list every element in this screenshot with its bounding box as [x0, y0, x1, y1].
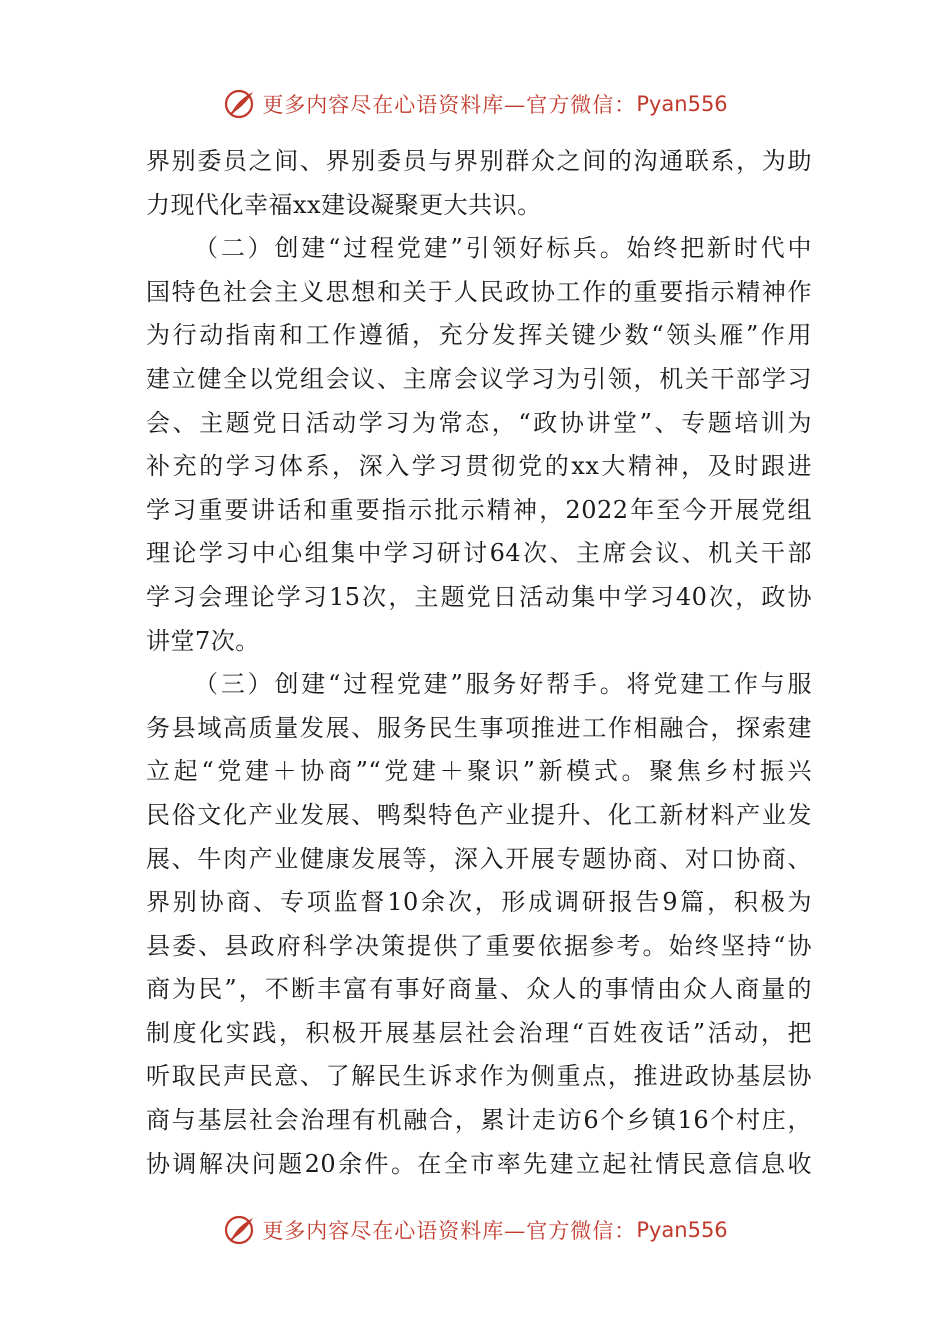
- paragraph-start-line: （二）创建“过程党建”引领好标兵。始终把新时代中: [194, 234, 812, 263]
- header-watermark-banner: [0, 82, 950, 126]
- text-line: 学习重要讲话和重要指示批示精神，2022年至今开展党组: [146, 495, 812, 524]
- text-line: 展、牛肉产业健康发展等，深入开展专题协商、对口协商、: [146, 844, 812, 873]
- text-line: 为行动指南和工作遵循，充分发挥关键少数“领头雁”作用: [146, 321, 812, 350]
- footer-banner-wechat-id: Pyan556: [636, 1218, 728, 1242]
- quill-logo-icon: [222, 1212, 258, 1248]
- document-body: [146, 140, 812, 1186]
- text-line: 协调解决问题20余件。在全市率先建立起社情民意信息收: [146, 1149, 812, 1178]
- header-banner-text: 更多内容尽在心语资料库—官方微信：: [262, 93, 637, 117]
- quill-logo-icon: [222, 86, 258, 122]
- text-line: 商为民”，不断丰富有事好商量、众人的事情由众人商量的: [146, 975, 812, 1004]
- text-line: 会、主题党日活动学习为常态，“政协讲堂”、专题培训为: [146, 408, 812, 437]
- text-line: 力现代化幸福xx建设凝聚更大共识。: [146, 190, 542, 219]
- text-line: 讲堂7次。: [146, 626, 260, 655]
- text-line: 建立健全以党组会议、主席会议学习为引领，机关干部学习: [146, 364, 812, 393]
- paragraph-start-line: （三）创建“过程党建”服务好帮手。将党建工作与服: [194, 670, 812, 699]
- footer-watermark-banner: [0, 1208, 950, 1252]
- footer-banner-text: 更多内容尽在心语资料库—官方微信：: [262, 1219, 637, 1243]
- text-line: 制度化实践，积极开展基层社会治理“百姓夜话”活动，把: [146, 1018, 812, 1047]
- text-line: 界别协商、专项监督10余次，形成调研报告9篇，积极为: [146, 888, 812, 917]
- text-line: 理论学习中心组集中学习研讨64次、主席会议、机关干部: [146, 539, 812, 568]
- text-line: 界别委员之间、界别委员与界别群众之间的沟通联系，为助: [146, 147, 812, 175]
- text-line: 务县域高质量发展、服务民生事项推进工作相融合，探索建: [146, 713, 812, 742]
- text-line: 民俗文化产业发展、鸭梨特色产业提升、化工新材料产业发: [146, 800, 812, 829]
- header-banner-wechat-id: Pyan556: [636, 92, 728, 116]
- text-line: 商与基层社会治理有机融合，累计走访6个乡镇16个村庄，: [146, 1106, 812, 1135]
- text-line: 国特色社会主义思想和关于人民政协工作的重要指示精神作: [146, 277, 812, 306]
- text-line: 立起“党建＋协商”“党建＋聚识”新模式。聚焦乡村振兴: [146, 757, 812, 786]
- text-line: 县委、县政府科学决策提供了重要依据参考。始终坚持“协: [146, 931, 812, 960]
- text-line: 补充的学习体系，深入学习贯彻党的xx大精神，及时跟进: [146, 452, 812, 481]
- text-line: 学习会理论学习15次，主题党日活动集中学习40次，政协: [146, 582, 812, 611]
- text-line: 听取民声民意、了解民生诉求作为侧重点，推进政协基层协: [146, 1062, 812, 1091]
